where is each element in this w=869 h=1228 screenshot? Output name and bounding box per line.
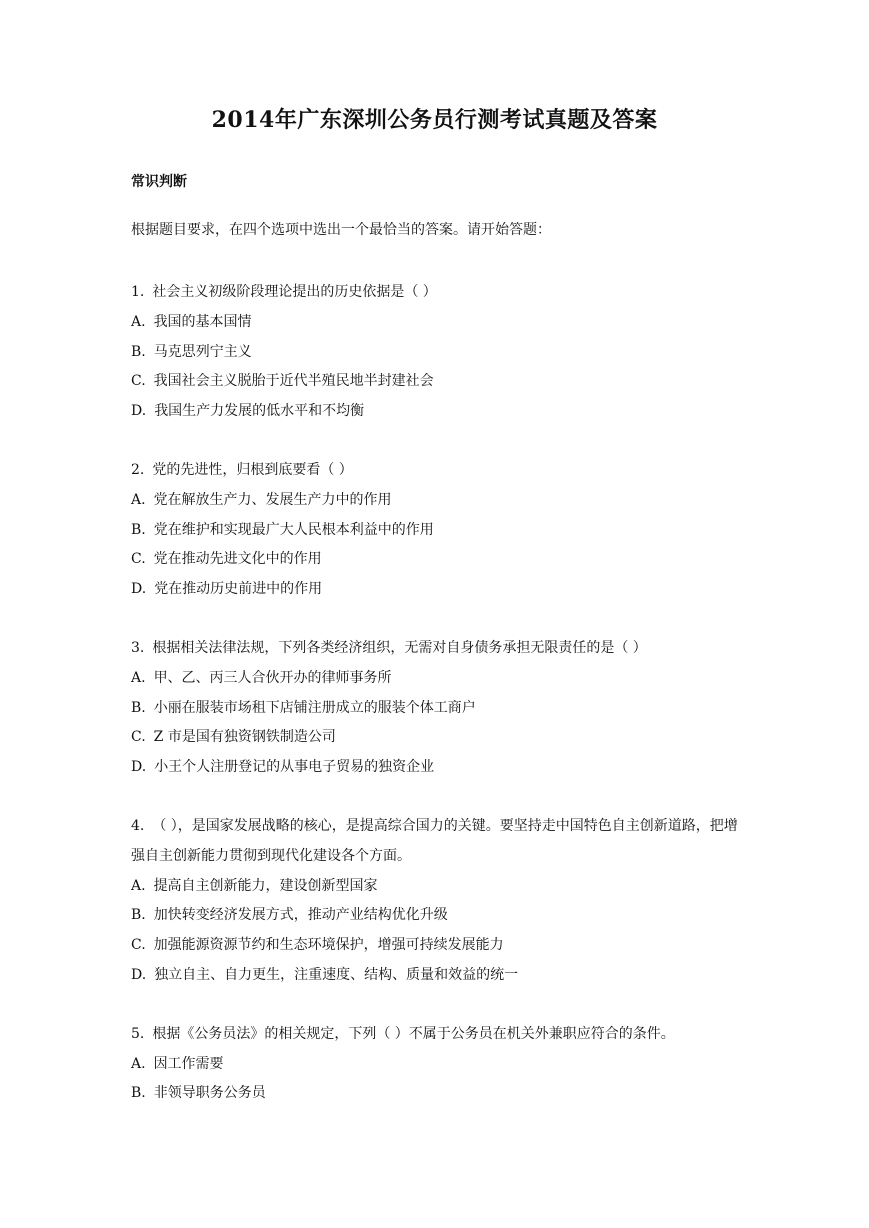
option-c bbox=[131, 367, 741, 397]
question-number: 3. bbox=[131, 639, 145, 656]
document-title: 2014年广东深圳公务员行测考试真题及答案 bbox=[211, 107, 658, 133]
option-letter: A. bbox=[131, 491, 146, 508]
option-letter: B. bbox=[131, 343, 146, 360]
option-list bbox=[131, 308, 741, 427]
option-letter: A. bbox=[131, 669, 146, 686]
question-4 bbox=[131, 812, 741, 991]
question-text: 根据《公务员法》的相关规定，下列（ ）不属于公务员在机关外兼职应符合的条件。 bbox=[152, 1025, 675, 1042]
option-a bbox=[131, 664, 741, 694]
option-a bbox=[131, 486, 741, 516]
question-stem bbox=[131, 634, 741, 664]
option-list bbox=[131, 872, 741, 991]
option-a bbox=[131, 872, 741, 902]
option-list bbox=[131, 1050, 741, 1110]
option-d bbox=[131, 961, 741, 991]
question-stem bbox=[131, 456, 741, 486]
option-b bbox=[131, 516, 741, 546]
option-letter: B. bbox=[131, 1085, 146, 1102]
option-text: 我国社会主义脱胎于近代半殖民地半封建社会 bbox=[153, 373, 434, 390]
option-letter: A. bbox=[131, 313, 146, 330]
question-number: 1. bbox=[131, 284, 145, 300]
option-a bbox=[131, 308, 741, 338]
question-number: 5. bbox=[131, 1025, 145, 1042]
option-letter: C. bbox=[131, 937, 146, 954]
option-letter: D. bbox=[131, 403, 147, 420]
option-text: 独立自主、自力更生，注重速度、结构、质量和效益的统一 bbox=[154, 966, 519, 983]
option-b bbox=[131, 1079, 741, 1109]
option-c bbox=[131, 723, 741, 753]
question-text: 社会主义初级阶段理论提出的历史依据是（ ） bbox=[152, 284, 437, 300]
option-letter: B. bbox=[131, 907, 146, 924]
option-text: 党在推动历史前进中的作用 bbox=[154, 581, 323, 598]
option-d bbox=[131, 397, 741, 427]
option-letter: C. bbox=[131, 373, 146, 390]
option-text: 党在解放生产力、发展生产力中的作用 bbox=[153, 491, 392, 508]
option-b bbox=[131, 694, 741, 724]
option-text: 提高自主创新能力，建设创新型国家 bbox=[153, 877, 378, 894]
option-c bbox=[131, 931, 741, 961]
option-text: 我国生产力发展的低水平和不均衡 bbox=[154, 403, 365, 420]
option-letter: A. bbox=[131, 1055, 146, 1072]
option-text: 党在推动先进文化中的作用 bbox=[153, 551, 322, 568]
option-text: 加快转变经济发展方式，推动产业结构优化升级 bbox=[153, 907, 448, 924]
option-a bbox=[131, 1050, 741, 1080]
option-text: 因工作需要 bbox=[153, 1055, 224, 1072]
option-d bbox=[131, 753, 741, 783]
option-list bbox=[131, 486, 741, 605]
option-letter: C. bbox=[131, 729, 146, 746]
option-text: 非领导职务公务员 bbox=[153, 1085, 266, 1102]
question-5 bbox=[131, 1020, 741, 1109]
question-3 bbox=[131, 634, 741, 783]
option-letter: B. bbox=[131, 521, 146, 538]
option-letter: A. bbox=[131, 877, 146, 894]
question-stem bbox=[131, 812, 741, 872]
instruction-text: 根据题目要求，在四个选项中选出一个最恰当的答案。请开始答题： bbox=[131, 222, 551, 238]
option-text: 党在维护和实现最广大人民根本利益中的作用 bbox=[153, 521, 434, 538]
question-text: 根据相关法律法规，下列各类经济组织，无需对自身债务承担无限责任的是（ ） bbox=[152, 639, 647, 656]
option-letter: D. bbox=[131, 966, 147, 983]
option-b bbox=[131, 338, 741, 368]
option-text: 马克思列宁主义 bbox=[153, 343, 252, 360]
option-letter: C. bbox=[131, 551, 146, 568]
option-list bbox=[131, 664, 741, 783]
question-text: （ ），是国家发展战略的核心，是提高综合国力的关键。要坚持走中国特色自主创新道路，把增强自主创新能力贯彻到现代化建设各个方面。 bbox=[131, 817, 738, 864]
option-letter: D. bbox=[131, 581, 147, 598]
option-d bbox=[131, 575, 741, 605]
option-text: 小丽在服装市场租下店铺注册成立的服装个体工商户 bbox=[153, 699, 476, 716]
option-text: 小王个人注册登记的从事电子贸易的独资企业 bbox=[154, 759, 435, 776]
option-letter: D. bbox=[131, 759, 147, 776]
question-1 bbox=[131, 278, 741, 427]
question-2 bbox=[131, 456, 741, 605]
question-text: 党的先进性，归根到底要看（ ） bbox=[152, 461, 353, 478]
option-text: 我国的基本国情 bbox=[153, 313, 252, 330]
option-text: 甲、乙、丙三人合伙开办的律师事务所 bbox=[153, 669, 392, 686]
option-b bbox=[131, 901, 741, 931]
question-stem bbox=[131, 1020, 741, 1050]
question-number: 2. bbox=[131, 461, 145, 478]
option-text: 加强能源资源节约和生态环境保护，增强可持续发展能力 bbox=[153, 937, 504, 954]
question-list bbox=[131, 278, 741, 1138]
section-heading: 常识判断 bbox=[131, 174, 187, 190]
question-stem bbox=[131, 278, 741, 308]
option-text: Z 市是国有独资钢铁制造公司 bbox=[153, 729, 336, 746]
option-letter: B. bbox=[131, 699, 146, 716]
question-number: 4. bbox=[131, 817, 145, 834]
option-c bbox=[131, 545, 741, 575]
